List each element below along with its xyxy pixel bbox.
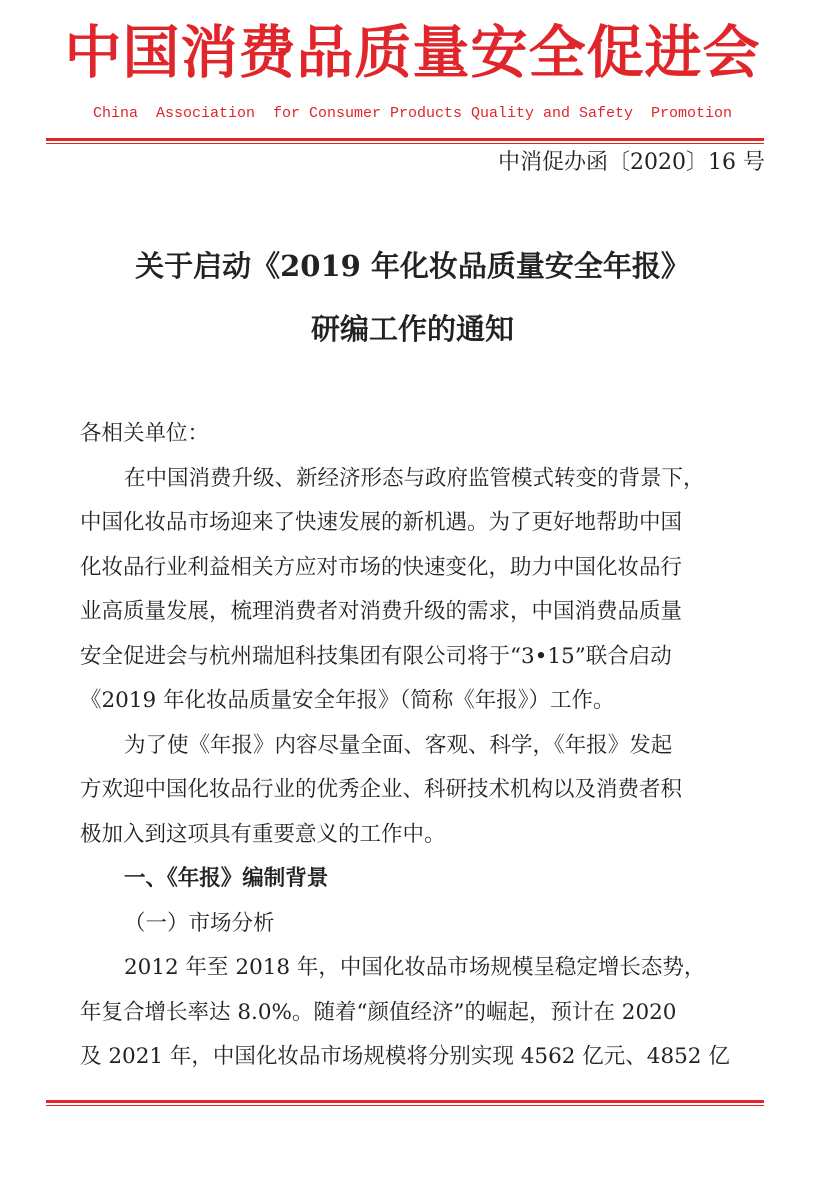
paragraph-line: 2012 年至 2018 年，中国化妆品市场规模呈稳定增长态势， (124, 955, 706, 980)
document-title-line-2: 研编工作的通知 (310, 312, 514, 346)
paragraph-line: 及 2021 年，中国化妆品市场规模将分别实现 4562 亿元、4852 亿 (80, 1044, 730, 1069)
document-body (80, 412, 780, 1080)
subsection-heading-1: （一）市场分析 (124, 910, 275, 936)
paragraph-line: 《2019 年化妆品质量安全年报》（简称《年报》）工作。 (80, 688, 615, 713)
paragraph-line: 业高质量发展，梳理消费者对消费升级的需求，中国消费品质量 (80, 599, 683, 624)
salutation: 各相关单位： (80, 421, 210, 446)
paragraph-2 (80, 724, 780, 858)
document-title-line-1: 关于启动《2019 年化妆品质量安全年报》 (135, 249, 690, 283)
section-heading-1: 一、《年报》编制背景 (124, 866, 329, 891)
paragraph-line: 方欢迎中国化妆品行业的优秀企业、科研技术机构以及消费者积 (80, 777, 683, 802)
footer-divider (46, 1100, 764, 1106)
paragraph-line: 在中国消费升级、新经济形态与政府监管模式转变的背景下， (124, 465, 705, 491)
paragraph-line: 为了使《年报》内容尽量全面、客观、科学，《年报》发起 (124, 732, 673, 758)
paragraph-line: 年复合增长率达 8.0%。随着“颜值经济”的崛起，预计在 2020 (80, 999, 677, 1025)
paragraph-line: 安全促进会与杭州瑞旭科技集团有限公司将于“3•15”联合启动 (80, 643, 672, 669)
paragraph-1 (80, 457, 780, 724)
paragraph-line: 中国化妆品市场迎来了快速发展的新机遇。为了更好地帮助中国 (80, 510, 683, 535)
document-number: 中消促办函〔2020〕16 号 (498, 150, 765, 175)
paragraph-3 (80, 946, 780, 1080)
letterhead-org-name-en: China Association for Consumer Products Quality and Safety Promotion (92, 105, 733, 122)
letterhead-org-name-cn: 中国消费品质量安全促进会 (64, 19, 761, 86)
letterhead-divider (46, 138, 764, 144)
paragraph-line: 极加入到这项具有重要意义的工作中。 (80, 821, 446, 847)
paragraph-line: 化妆品行业利益相关方应对市场的快速变化，助力中国化妆品行 (80, 554, 683, 580)
